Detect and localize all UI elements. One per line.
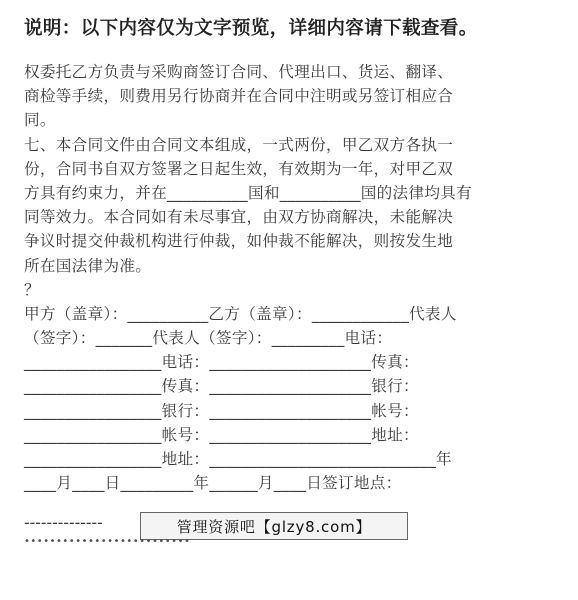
- contract-line: 权委托乙方负责与采购商签订合同、代理出口、货运、翻译、: [24, 63, 454, 81]
- contract-body: [24, 60, 554, 495]
- contract-line: ？: [24, 280, 40, 299]
- contract-line: 所在国法律为准。: [24, 256, 152, 275]
- site-watermark-link[interactable]: 管理资源吧【glzy8.com】: [140, 512, 408, 540]
- contract-line: 争议时提交仲裁机构进行仲裁，如仲裁不能解决，则按发生地: [24, 232, 454, 251]
- signature-line: _________________银行：____________________帐号：: [24, 401, 419, 420]
- contract-line: 同等效力。本合同如有未尽事宜，由双方协商解决，未能解决: [24, 208, 454, 227]
- footer-dash-line: --------------: [24, 514, 103, 532]
- footer-dots: ••••••••••••••••••••••••••: [24, 536, 191, 547]
- signature-line: 甲方（盖章）：__________乙方（盖章）：____________代表人: [24, 304, 457, 323]
- contract-line: 七、本合同文件由合同文本组成，一式两份，甲乙双方各执一: [24, 135, 454, 154]
- contract-line: 同。: [24, 111, 56, 130]
- contract-line: 份，合同书自双方签署之日起生效，有效期为一年，对甲乙双: [24, 159, 454, 178]
- signature-line: _________________地址：____________________________年: [24, 450, 452, 468]
- contract-line: 方具有约束力，并在__________国和__________国的法律均具有: [24, 183, 473, 202]
- signature-line: ____月____日_________年______月____日签订地点：: [24, 474, 402, 493]
- preview-notice: 说明：以下内容仅为文字预览，详细内容请下载查看。: [24, 18, 478, 39]
- signature-line: _________________传真：____________________银行：: [24, 377, 419, 396]
- signature-line: （签字）：_______代表人（签字）：_________电话：: [24, 329, 393, 348]
- contract-line: 商检等手续，则费用另行协商并在合同中注明或另签订相应合: [24, 87, 454, 106]
- signature-line: _________________帐号：____________________地址：: [24, 425, 419, 444]
- signature-line: _________________电话：____________________传真：: [24, 353, 419, 372]
